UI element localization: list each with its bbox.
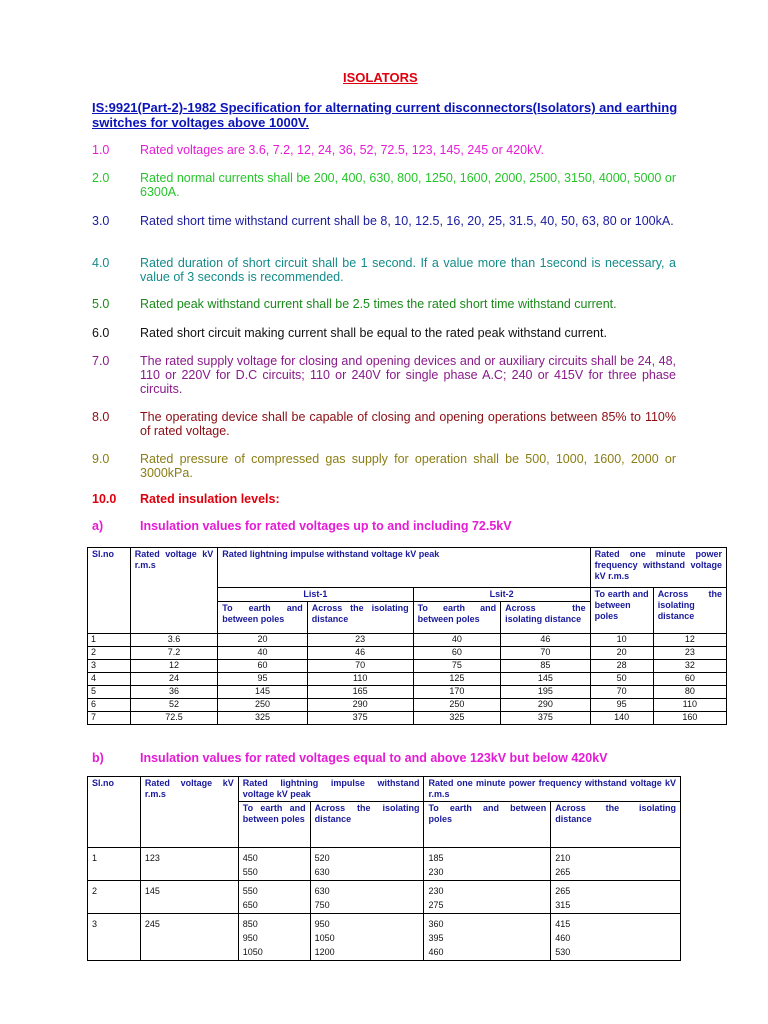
clause-number: 5.0 [92, 297, 110, 311]
table-cell: 50 [590, 673, 653, 686]
table-cell: 160 [653, 712, 726, 725]
table-cell: 70 [501, 647, 591, 660]
table-cell: 195 [501, 686, 591, 699]
table-cell: 2 [88, 881, 141, 914]
table-cell: 325 [218, 712, 308, 725]
table-cell: 20 [218, 634, 308, 647]
header-b-pf-earth: To earth and between poles [424, 802, 551, 848]
table-cell: 1 [88, 848, 141, 881]
table-cell: 6 [88, 699, 131, 712]
clause-number: 8.0 [92, 410, 110, 424]
table-cell: 450 550 [238, 848, 310, 881]
clause-text: Rated pressure of compressed gas supply for operation shall be 500, 1000, 1600, 2000 or 3000kPa. [140, 452, 676, 480]
table-cell: 265 315 [551, 881, 681, 914]
table-cell: 250 [413, 699, 501, 712]
clause-text: Rated duration of short circuit shall be 1 second. If a value more than 1second is necessary, a value of 3 seconds is recommended. [140, 256, 676, 284]
header-impulse: Rated lightning impulse withstand voltage kV peak [218, 548, 590, 588]
table-cell: 165 [307, 686, 413, 699]
clause-text: Rated insulation levels: [140, 492, 280, 506]
table-cell: 3.6 [130, 634, 218, 647]
table-cell: 36 [130, 686, 218, 699]
table-cell: 28 [590, 660, 653, 673]
header-l2-across: Across the isolating distance [501, 602, 591, 634]
clause-text: The rated supply voltage for closing and opening devices and or auxiliary circuits shall be 24, 48, 110 or 220V for D.C circuits; 110 or 240V for single phase A.C; 240 or 415V for three phase circuits. [140, 354, 676, 396]
clause-text: Rated short circuit making current shall be equal to the rated peak withstand current. [140, 326, 607, 340]
table-cell: 245 [140, 914, 238, 961]
table-cell: 145 [140, 881, 238, 914]
table-cell: 230 275 [424, 881, 551, 914]
table-cell: 12 [130, 660, 218, 673]
header-pf-across: Across the isolating distance [653, 588, 726, 634]
header-one-minute: Rated one minute power frequency withstand voltage kV r.m.s [590, 548, 726, 588]
table-cell: 185 230 [424, 848, 551, 881]
specification-heading: IS:9921(Part-2)-1982 Specification for alternating current disconnectors(Isolators) and earthing switches for voltages above 1000V. [92, 100, 678, 130]
table-cell: 10 [590, 634, 653, 647]
table-cell: 630 750 [310, 881, 424, 914]
header-slno: Sl.no [88, 548, 131, 634]
table-row [88, 848, 681, 881]
table-cell: 40 [218, 647, 308, 660]
header-list-2: Lsit-2 [413, 588, 590, 602]
header-rated-voltage: Rated voltage kV r.m.s [130, 548, 218, 634]
clause-number: 6.0 [92, 326, 110, 340]
insulation-table-b [87, 776, 681, 961]
header-pf-earth: To earth and between poles [590, 588, 653, 634]
table-cell: 70 [590, 686, 653, 699]
clause-number: 3.0 [92, 214, 110, 228]
table-cell: 95 [590, 699, 653, 712]
table-cell: 415 460 530 [551, 914, 681, 961]
table-cell: 95 [218, 673, 308, 686]
table-cell: 145 [218, 686, 308, 699]
table-cell: 70 [307, 660, 413, 673]
clause-text: Rated peak withstand current shall be 2.5 times the rated short time withstand current. [140, 297, 617, 311]
table-cell: 2 [88, 647, 131, 660]
page-title: ISOLATORS [343, 70, 418, 85]
table-row [88, 660, 727, 673]
table-cell: 60 [653, 673, 726, 686]
table-row [88, 634, 727, 647]
clause-number: a) [92, 519, 104, 533]
table-cell: 60 [413, 647, 501, 660]
header-l2-earth: To earth and between poles [413, 602, 501, 634]
clause-text: Insulation values for rated voltages up to and including 72.5kV [140, 519, 512, 533]
insulation-table-a [87, 547, 727, 725]
table-cell: 360 395 460 [424, 914, 551, 961]
table-cell: 250 [218, 699, 308, 712]
table-cell: 24 [130, 673, 218, 686]
clause-number: 2.0 [92, 171, 110, 185]
table-cell: 20 [590, 647, 653, 660]
header-b-rated-voltage: Rated voltage kV r.m.s [140, 777, 238, 848]
header-l1-earth: To earth and between poles [218, 602, 308, 634]
table-cell: 325 [413, 712, 501, 725]
header-b-pf-across: Across the isolating distance [551, 802, 681, 848]
table-cell: 52 [130, 699, 218, 712]
table-cell: 7.2 [130, 647, 218, 660]
table-cell: 145 [501, 673, 591, 686]
table-cell: 12 [653, 634, 726, 647]
table-cell: 520 630 [310, 848, 424, 881]
table-cell: 72.5 [130, 712, 218, 725]
table-cell: 5 [88, 686, 131, 699]
table-cell: 32 [653, 660, 726, 673]
table-cell: 4 [88, 673, 131, 686]
table-cell: 550 650 [238, 881, 310, 914]
table-cell: 85 [501, 660, 591, 673]
table-cell: 123 [140, 848, 238, 881]
clause-text: Insulation values for rated voltages equal to and above 123kV but below 420kV [140, 751, 608, 765]
table-row [88, 647, 727, 660]
table-row [88, 712, 727, 725]
table-cell: 60 [218, 660, 308, 673]
table-cell: 23 [653, 647, 726, 660]
table-cell: 950 1050 1200 [310, 914, 424, 961]
table-cell: 80 [653, 686, 726, 699]
header-b-one-minute: Rated one minute power frequency withstand voltage kV r.m.s [424, 777, 681, 802]
clause-number: 9.0 [92, 452, 110, 466]
table-cell: 3 [88, 660, 131, 673]
table-row [88, 673, 727, 686]
table-cell: 110 [653, 699, 726, 712]
clause-text: The operating device shall be capable of closing and opening operations between 85% to 110% of rated voltage. [140, 410, 676, 438]
table-cell: 110 [307, 673, 413, 686]
table-cell: 210 265 [551, 848, 681, 881]
clause-number: b) [92, 751, 104, 765]
table-cell: 46 [501, 634, 591, 647]
table-cell: 140 [590, 712, 653, 725]
header-list-1: List-1 [218, 588, 413, 602]
table-row [88, 881, 681, 914]
clause-number: 1.0 [92, 143, 110, 157]
table-row [88, 686, 727, 699]
table-cell: 290 [501, 699, 591, 712]
header-b-slno: Sl.no [88, 777, 141, 848]
clause-text: Rated voltages are 3.6, 7.2, 12, 24, 36, 52, 72.5, 123, 145, 245 or 420kV. [140, 143, 545, 157]
table-cell: 46 [307, 647, 413, 660]
table-cell: 125 [413, 673, 501, 686]
table-cell: 23 [307, 634, 413, 647]
table-cell: 7 [88, 712, 131, 725]
table-cell: 850 950 1050 [238, 914, 310, 961]
table-cell: 375 [307, 712, 413, 725]
table-cell: 170 [413, 686, 501, 699]
table-row [88, 699, 727, 712]
clause-number: 7.0 [92, 354, 110, 368]
clause-text: Rated normal currents shall be 200, 400, 630, 800, 1250, 1600, 2000, 2500, 3150, 4000, 5000 or 6300A. [140, 171, 676, 199]
header-l1-across: Across the isolating distance [307, 602, 413, 634]
clause-text: Rated short time withstand current shall be 8, 10, 12.5, 16, 20, 25, 31.5, 40, 50, 63, 80 or 100kA. [140, 214, 674, 228]
table-cell: 75 [413, 660, 501, 673]
table-cell: 375 [501, 712, 591, 725]
clause-number: 4.0 [92, 256, 110, 270]
table-cell: 3 [88, 914, 141, 961]
table-cell: 40 [413, 634, 501, 647]
table-row [88, 914, 681, 961]
table-cell: 1 [88, 634, 131, 647]
header-b-imp-across: Across the isolating distance [310, 802, 424, 848]
table-cell: 290 [307, 699, 413, 712]
clause-number: 10.0 [92, 492, 117, 506]
header-b-imp-earth: To earth and between poles [238, 802, 310, 848]
header-b-impulse: Rated lightning impulse withstand voltage kV peak [238, 777, 424, 802]
